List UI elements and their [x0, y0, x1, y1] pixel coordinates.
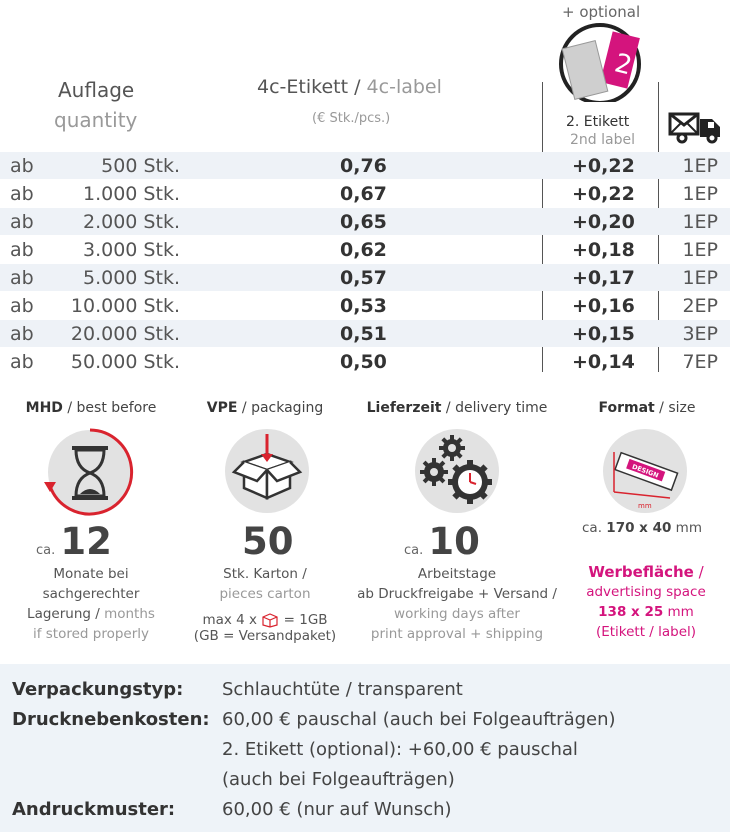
small-box-icon — [261, 612, 279, 628]
row-prefix: ab — [10, 323, 34, 345]
verpackung-label: Verpackungstyp: — [12, 679, 184, 700]
row-price: 0,67 — [340, 183, 387, 205]
druck-value3: (auch bei Folgeaufträgen) — [222, 769, 455, 790]
lieferzeit-line3: working days after — [394, 606, 520, 622]
vpe-title-en: packaging — [251, 400, 324, 416]
format-design-text: DESIGN — [630, 462, 660, 480]
row-qty: 3.000 Stk. — [83, 239, 180, 261]
row-extra: +0,18 — [572, 239, 635, 261]
lieferzeit-title-de: Lieferzeit — [366, 400, 442, 416]
format-title: Format / size — [598, 400, 696, 416]
werbe-size-line — [566, 602, 726, 622]
verpackung-value: Schlauchtüte / transparent — [222, 679, 463, 700]
vpe-line4: (GB = Versandpaket) — [193, 628, 337, 644]
row-price: 0,57 — [340, 267, 387, 289]
andruck-label: Andruckmuster: — [12, 799, 176, 820]
second-label-de: 2. Etikett — [566, 114, 630, 130]
etikett-de: 4c-Etikett — [257, 76, 349, 98]
andruck-value: 60,00 € (nur auf Wunsch) — [222, 799, 452, 820]
row-ep: 1EP — [682, 211, 718, 233]
mhd-line3: Lagerung / months — [27, 606, 155, 622]
vpe-line3-a: max 4 x — [202, 612, 258, 628]
vpe-title: VPE / packaging — [206, 400, 324, 416]
row-qty: 5.000 Stk. — [83, 267, 180, 289]
row-extra: +0,14 — [572, 351, 635, 373]
vpe-line3-b: = 1GB — [283, 612, 328, 628]
row-ep: 2EP — [682, 295, 718, 317]
row-prefix: ab — [10, 155, 34, 177]
druck-value2: 2. Etikett (optional): +60,00 € pauschal — [222, 739, 578, 760]
table-row — [0, 208, 730, 235]
format-title-de: Format — [598, 400, 655, 416]
mhd-desc — [6, 564, 176, 644]
lieferzeit-number: 10 — [428, 520, 480, 563]
price-unit: (€ Stk./pcs.) — [312, 111, 391, 126]
vpe-number: 50 — [242, 520, 294, 563]
mhd-line3-de: Lagerung — [27, 606, 91, 622]
lieferzeit-line4: print approval + shipping — [370, 626, 544, 642]
format-size — [582, 520, 702, 536]
vpe-line2: pieces carton — [219, 586, 311, 602]
row-prefix: ab — [10, 351, 34, 373]
table-row — [0, 236, 730, 263]
etikett-heading — [257, 76, 442, 98]
table-row — [0, 348, 730, 375]
mhd-number: 12 — [60, 520, 112, 563]
werbe-line1: Werbefläche / — [588, 563, 704, 581]
row-qty: 1.000 Stk. — [83, 183, 180, 205]
format-ca: ca. — [582, 520, 602, 536]
row-qty: 2.000 Stk. — [83, 211, 180, 233]
row-prefix: ab — [10, 183, 34, 205]
row-prefix: ab — [10, 295, 34, 317]
vpe-desc — [180, 564, 350, 644]
row-price: 0,51 — [340, 323, 387, 345]
mhd-ca: ca. — [36, 543, 56, 558]
row-ep: 1EP — [682, 183, 718, 205]
werbe-desc — [566, 562, 726, 642]
row-prefix: ab — [10, 267, 34, 289]
row-qty: 50.000 Stk. — [70, 351, 180, 373]
format-mm-small: mm — [638, 502, 652, 510]
row-extra: +0,22 — [572, 155, 635, 177]
andruck-row — [12, 798, 718, 822]
werbe-en: advertising space — [586, 584, 706, 600]
lieferzeit-ca: ca. — [404, 543, 424, 558]
etikett-sep: / — [354, 76, 361, 98]
lieferzeit-title: Lieferzeit / delivery time — [366, 400, 548, 416]
werbe-unit: mm — [667, 604, 694, 620]
druck-value1: 60,00 € pauschal (auch bei Folgeaufträgen) — [222, 709, 616, 730]
lieferzeit-line2: ab Druckfreigabe + Versand / — [357, 586, 557, 602]
lieferzeit-desc — [352, 564, 562, 644]
row-prefix: ab — [10, 239, 34, 261]
delivery-truck-icon — [668, 110, 724, 144]
gears-clock-icon — [412, 426, 502, 516]
row-ep: 1EP — [682, 239, 718, 261]
table-row — [0, 292, 730, 319]
table-row — [0, 320, 730, 347]
footer-info — [0, 664, 730, 832]
lieferzeit-value — [404, 522, 480, 562]
row-qty: 500 Stk. — [101, 155, 180, 177]
format-unit: mm — [675, 520, 702, 536]
row-extra: +0,22 — [572, 183, 635, 205]
row-price: 0,53 — [340, 295, 387, 317]
mhd-line3-en: months — [104, 606, 155, 622]
mhd-line1: Monate bei — [53, 566, 129, 582]
table-row — [0, 180, 730, 207]
row-price: 0,65 — [340, 211, 387, 233]
format-size-value: 170 x 40 — [606, 520, 672, 536]
row-ep: 7EP — [682, 351, 718, 373]
box-icon — [222, 426, 312, 516]
werbe-note: (Etikett / label) — [595, 624, 697, 640]
format-title-en: size — [668, 400, 696, 416]
mhd-title: MHD / best before — [25, 400, 157, 416]
optional-label: + optional — [562, 3, 641, 21]
vpe-title-de: VPE — [206, 400, 238, 416]
mhd-line4: if stored properly — [32, 626, 150, 642]
second-label-en: 2nd label — [570, 132, 635, 148]
second-label-badge: 2 — [611, 48, 635, 82]
table-row — [0, 152, 730, 179]
row-ep: 3EP — [682, 323, 718, 345]
vpe-line3 — [180, 612, 350, 628]
row-prefix: ab — [10, 211, 34, 233]
row-qty: 20.000 Stk. — [70, 323, 180, 345]
werbe-de: Werbefläche — [588, 563, 694, 581]
row-price: 0,76 — [340, 155, 387, 177]
verpackung-row — [12, 678, 718, 702]
second-label-icon — [556, 20, 646, 102]
werbe-size: 138 x 25 — [598, 604, 664, 620]
row-extra: +0,20 — [572, 211, 635, 233]
vpe-line1: Stk. Karton / — [223, 566, 307, 582]
row-price: 0,62 — [340, 239, 387, 261]
row-extra: +0,15 — [572, 323, 635, 345]
lieferzeit-title-en: delivery time — [455, 400, 548, 416]
format-size-icon — [600, 426, 690, 516]
row-extra: +0,17 — [572, 267, 635, 289]
auflage-heading: Auflage — [58, 78, 135, 102]
table-row — [0, 264, 730, 291]
row-ep: 1EP — [682, 155, 718, 177]
row-qty: 10.000 Stk. — [70, 295, 180, 317]
quantity-heading: quantity — [54, 108, 138, 132]
mhd-line2: sachgerechter — [42, 586, 140, 602]
row-extra: +0,16 — [572, 295, 635, 317]
mhd-title-de: MHD — [25, 400, 63, 416]
hourglass-icon — [38, 426, 138, 522]
mhd-value — [36, 522, 112, 562]
druck-row — [12, 708, 718, 798]
mhd-title-en: best before — [76, 400, 157, 416]
etikett-en: 4c-label — [366, 76, 442, 98]
row-ep: 1EP — [682, 267, 718, 289]
row-price: 0,50 — [340, 351, 387, 373]
lieferzeit-line1: Arbeitstage — [417, 566, 497, 582]
druck-label: Drucknebenkosten: — [12, 709, 210, 730]
